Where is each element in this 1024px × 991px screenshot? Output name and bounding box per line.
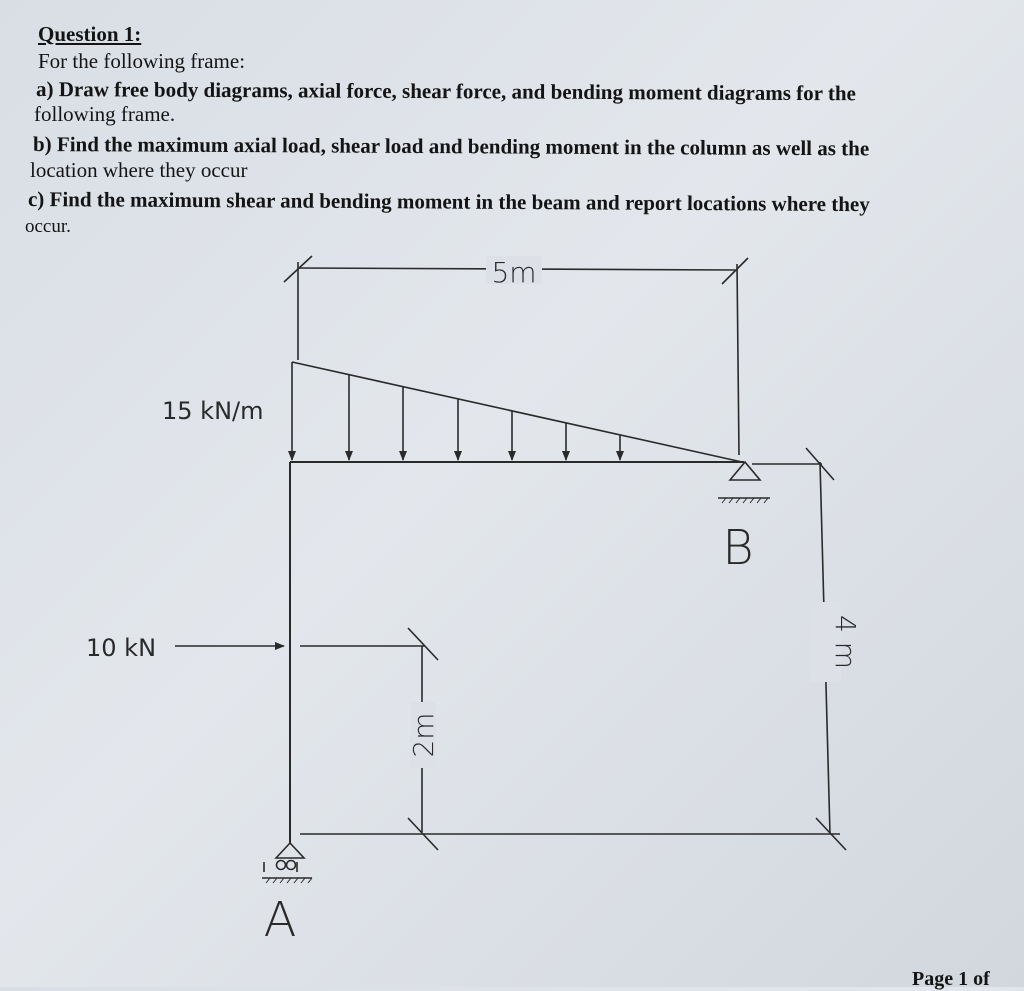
dim-2m-tick-top xyxy=(408,628,438,660)
part-c-line2: occur. xyxy=(25,216,71,237)
height-2m-label: 2m xyxy=(407,712,440,758)
question-intro: For the following frame: xyxy=(38,49,246,73)
point-load-label: 10 kN xyxy=(86,634,157,662)
question-title: Question 1: xyxy=(38,22,142,46)
roller-support-a xyxy=(276,843,304,858)
extension-line-right xyxy=(737,264,739,455)
part-a-line1: a) Draw free body diagrams, axial force, shear force, and bending moment diagrams for the xyxy=(35,77,856,106)
support-a-label: A xyxy=(263,892,297,948)
part-c-line1: c) Find the maximum shear and bending moment in the beam and report locations where they xyxy=(27,187,870,217)
part-b-line2: location where they occur xyxy=(30,158,248,182)
page-footer: Page 1 of xyxy=(912,968,990,990)
roller-wheel xyxy=(287,861,296,870)
span-label: 5m xyxy=(491,256,537,289)
distributed-load-outline xyxy=(292,362,742,462)
support-b-label: B xyxy=(722,520,754,576)
roller-wheel xyxy=(277,861,286,870)
height-4m-label: 4 m xyxy=(829,615,862,669)
distributed-load-label: 15 kN/m xyxy=(162,397,264,425)
part-b-line1: b) Find the maximum axial load, shear load and bending moment in the column as well as the xyxy=(32,132,870,161)
span-tick-right xyxy=(722,258,748,284)
part-a-line2: following frame. xyxy=(34,102,176,126)
